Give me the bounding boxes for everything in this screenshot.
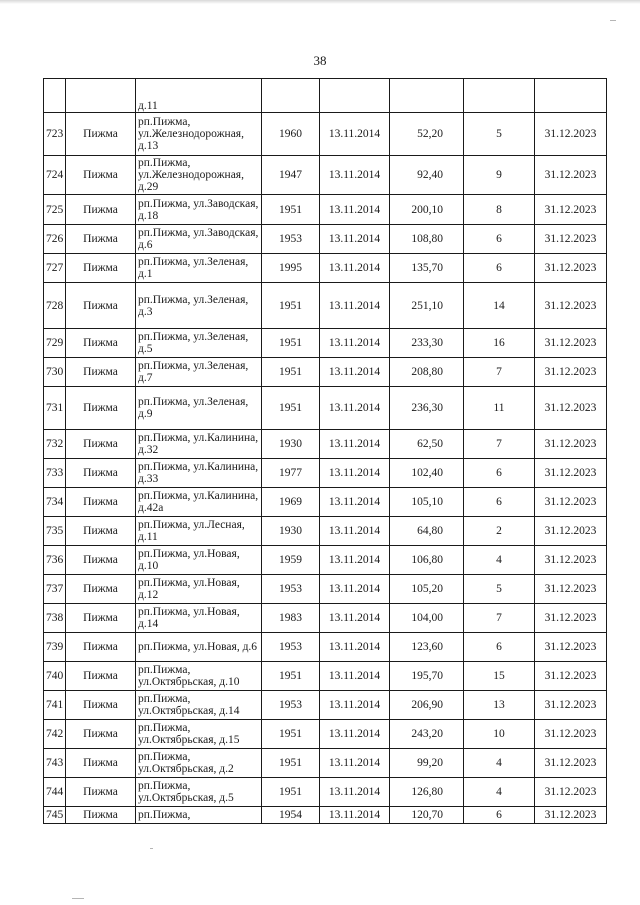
cell-date: 13.11.2014 bbox=[320, 720, 390, 749]
continuation-row bbox=[44, 79, 607, 113]
cell-address: д.11 bbox=[136, 79, 262, 113]
table-row bbox=[44, 459, 607, 488]
table-row bbox=[44, 113, 607, 156]
cell-count: 6 bbox=[464, 225, 535, 254]
cell-address: рп.Пижма, ул.Октябрьская, д.5 bbox=[136, 778, 262, 807]
table-row bbox=[44, 387, 607, 430]
cell-num: 734 bbox=[44, 488, 66, 517]
cell-year: 1951 bbox=[262, 195, 320, 225]
cell-area: 233,30 bbox=[390, 329, 464, 358]
cell-date: 13.11.2014 bbox=[320, 546, 390, 575]
cell-area: 243,20 bbox=[390, 720, 464, 749]
page-number: 38 bbox=[313, 53, 327, 68]
cell-deadline: 31.12.2023 bbox=[535, 720, 607, 749]
cell-deadline: 31.12.2023 bbox=[535, 430, 607, 459]
table-row bbox=[44, 807, 607, 824]
cell-area: 62,50 bbox=[390, 430, 464, 459]
cell-num: 745 bbox=[44, 807, 66, 824]
cell-address: рп.Пижма, ул.Новая, д.12 bbox=[136, 575, 262, 604]
scan-edge bbox=[0, 0, 640, 4]
cell-count: 5 bbox=[464, 113, 535, 156]
cell-year: 1960 bbox=[262, 113, 320, 156]
cell-year: 1951 bbox=[262, 662, 320, 691]
cell-count: 2 bbox=[464, 517, 535, 546]
cell-year: 1951 bbox=[262, 387, 320, 430]
cell-count: 8 bbox=[464, 195, 535, 225]
cell-num bbox=[44, 79, 66, 113]
cell-address: рп.Пижма, ул.Зеленая, д.1 bbox=[136, 254, 262, 283]
cell-area: 64,80 bbox=[390, 517, 464, 546]
cell-area: 126,80 bbox=[390, 778, 464, 807]
cell-area: 120,70 bbox=[390, 807, 464, 824]
cell-year: 1953 bbox=[262, 633, 320, 662]
cell-deadline: 31.12.2023 bbox=[535, 546, 607, 575]
cell-num: 731 bbox=[44, 387, 66, 430]
cell-address: рп.Пижма, ул.Заводская, д.6 bbox=[136, 225, 262, 254]
cell-address: рп.Пижма, ул.Новая, д.14 bbox=[136, 604, 262, 633]
cell-area: 135,70 bbox=[390, 254, 464, 283]
cell-num: 738 bbox=[44, 604, 66, 633]
cell-place bbox=[66, 79, 136, 113]
cell-num: 724 bbox=[44, 156, 66, 195]
cell-year: 1995 bbox=[262, 254, 320, 283]
cell-date: 13.11.2014 bbox=[320, 517, 390, 546]
cell-count: 7 bbox=[464, 604, 535, 633]
cell-deadline: 31.12.2023 bbox=[535, 195, 607, 225]
cell-year: 1954 bbox=[262, 807, 320, 824]
cell-address: рп.Пижма, ул.Октябрьская, д.14 bbox=[136, 691, 262, 720]
cell-year: 1930 bbox=[262, 517, 320, 546]
cell-deadline: 31.12.2023 bbox=[535, 749, 607, 778]
table-row bbox=[44, 225, 607, 254]
cell-address: рп.Пижма, ул.Новая, д.10 bbox=[136, 546, 262, 575]
cell-num: 741 bbox=[44, 691, 66, 720]
scan-speck bbox=[150, 848, 153, 849]
cell-date: 13.11.2014 bbox=[320, 778, 390, 807]
cell-num: 725 bbox=[44, 195, 66, 225]
cell-area: 105,10 bbox=[390, 488, 464, 517]
cell-area: 206,90 bbox=[390, 691, 464, 720]
cell-count: 4 bbox=[464, 778, 535, 807]
cell-place: Пижма bbox=[66, 546, 136, 575]
cell-address: рп.Пижма, ул.Калинина, д.33 bbox=[136, 459, 262, 488]
cell-count: 7 bbox=[464, 358, 535, 387]
cell-num: 733 bbox=[44, 459, 66, 488]
cell-date: 13.11.2014 bbox=[320, 430, 390, 459]
cell-date: 13.11.2014 bbox=[320, 488, 390, 517]
cell-count: 13 bbox=[464, 691, 535, 720]
table-row bbox=[44, 604, 607, 633]
cell-deadline: 31.12.2023 bbox=[535, 604, 607, 633]
cell-count: 6 bbox=[464, 254, 535, 283]
cell-num: 732 bbox=[44, 430, 66, 459]
cell-deadline: 31.12.2023 bbox=[535, 807, 607, 824]
table-row bbox=[44, 488, 607, 517]
cell-deadline: 31.12.2023 bbox=[535, 691, 607, 720]
cell-num: 737 bbox=[44, 575, 66, 604]
table-body bbox=[44, 79, 607, 824]
cell-year: 1953 bbox=[262, 575, 320, 604]
cell-area: 200,10 bbox=[390, 195, 464, 225]
cell-deadline: 31.12.2023 bbox=[535, 575, 607, 604]
cell-place: Пижма bbox=[66, 225, 136, 254]
cell-year: 1953 bbox=[262, 691, 320, 720]
cell-place: Пижма bbox=[66, 113, 136, 156]
cell-count: 16 bbox=[464, 329, 535, 358]
cell-deadline: 31.12.2023 bbox=[535, 156, 607, 195]
table-row bbox=[44, 195, 607, 225]
cell-place: Пижма bbox=[66, 720, 136, 749]
cell-num: 727 bbox=[44, 254, 66, 283]
cell-num: 730 bbox=[44, 358, 66, 387]
cell-date: 13.11.2014 bbox=[320, 156, 390, 195]
cell-year: 1953 bbox=[262, 225, 320, 254]
cell-place: Пижма bbox=[66, 459, 136, 488]
cell-deadline: 31.12.2023 bbox=[535, 517, 607, 546]
cell-area: 236,30 bbox=[390, 387, 464, 430]
table-row bbox=[44, 546, 607, 575]
cell-count: 9 bbox=[464, 156, 535, 195]
cell-address: рп.Пижма, ул.Железнодорожная, д.13 bbox=[136, 113, 262, 156]
table-row bbox=[44, 283, 607, 329]
cell-area: 99,20 bbox=[390, 749, 464, 778]
cell-date bbox=[320, 79, 390, 113]
cell-date: 13.11.2014 bbox=[320, 387, 390, 430]
cell-place: Пижма bbox=[66, 662, 136, 691]
cell-area bbox=[390, 79, 464, 113]
cell-year: 1951 bbox=[262, 749, 320, 778]
cell-deadline: 31.12.2023 bbox=[535, 387, 607, 430]
cell-num: 729 bbox=[44, 329, 66, 358]
cell-place: Пижма bbox=[66, 517, 136, 546]
cell-year bbox=[262, 79, 320, 113]
cell-area: 208,80 bbox=[390, 358, 464, 387]
cell-count: 5 bbox=[464, 575, 535, 604]
cell-deadline bbox=[535, 79, 607, 113]
cell-address: рп.Пижма, ул.Зеленая, д.7 bbox=[136, 358, 262, 387]
cell-place: Пижма bbox=[66, 387, 136, 430]
cell-date: 13.11.2014 bbox=[320, 195, 390, 225]
table-row bbox=[44, 358, 607, 387]
cell-date: 13.11.2014 bbox=[320, 633, 390, 662]
cell-num: 739 bbox=[44, 633, 66, 662]
cell-num: 744 bbox=[44, 778, 66, 807]
cell-count: 11 bbox=[464, 387, 535, 430]
cell-address: рп.Пижма, ул.Октябрьская, д.10 bbox=[136, 662, 262, 691]
cell-place: Пижма bbox=[66, 156, 136, 195]
table-row bbox=[44, 156, 607, 195]
cell-address: рп.Пижма, ул.Лесная, д.11 bbox=[136, 517, 262, 546]
cell-year: 1969 bbox=[262, 488, 320, 517]
cell-place: Пижма bbox=[66, 254, 136, 283]
cell-num: 742 bbox=[44, 720, 66, 749]
cell-deadline: 31.12.2023 bbox=[535, 662, 607, 691]
cell-date: 13.11.2014 bbox=[320, 575, 390, 604]
cell-address: рп.Пижма, ул.Зеленая, д.9 bbox=[136, 387, 262, 430]
cell-address: рп.Пижма, ул.Зеленая, д.3 bbox=[136, 283, 262, 329]
cell-area: 92,40 bbox=[390, 156, 464, 195]
cell-deadline: 31.12.2023 bbox=[535, 113, 607, 156]
cell-place: Пижма bbox=[66, 604, 136, 633]
cell-deadline: 31.12.2023 bbox=[535, 254, 607, 283]
cell-year: 1959 bbox=[262, 546, 320, 575]
cell-address: рп.Пижма, ул.Калинина, д.32 bbox=[136, 430, 262, 459]
cell-deadline: 31.12.2023 bbox=[535, 329, 607, 358]
cell-year: 1951 bbox=[262, 283, 320, 329]
cell-deadline: 31.12.2023 bbox=[535, 778, 607, 807]
table-row bbox=[44, 662, 607, 691]
cell-date: 13.11.2014 bbox=[320, 691, 390, 720]
cell-area: 123,60 bbox=[390, 633, 464, 662]
cell-area: 102,40 bbox=[390, 459, 464, 488]
cell-year: 1983 bbox=[262, 604, 320, 633]
cell-area: 108,80 bbox=[390, 225, 464, 254]
cell-num: 723 bbox=[44, 113, 66, 156]
cell-date: 13.11.2014 bbox=[320, 254, 390, 283]
cell-area: 104,00 bbox=[390, 604, 464, 633]
scan-speck bbox=[610, 20, 616, 21]
cell-deadline: 31.12.2023 bbox=[535, 225, 607, 254]
cell-place: Пижма bbox=[66, 633, 136, 662]
cell-deadline: 31.12.2023 bbox=[535, 358, 607, 387]
table-row bbox=[44, 778, 607, 807]
cell-place: Пижма bbox=[66, 778, 136, 807]
cell-count: 15 bbox=[464, 662, 535, 691]
cell-place: Пижма bbox=[66, 195, 136, 225]
cell-area: 251,10 bbox=[390, 283, 464, 329]
cell-year: 1977 bbox=[262, 459, 320, 488]
cell-deadline: 31.12.2023 bbox=[535, 459, 607, 488]
cell-place: Пижма bbox=[66, 430, 136, 459]
cell-area: 105,20 bbox=[390, 575, 464, 604]
cell-area: 52,20 bbox=[390, 113, 464, 156]
cell-address: рп.Пижма, ул.Октябрьская, д.15 bbox=[136, 720, 262, 749]
cell-place: Пижма bbox=[66, 329, 136, 358]
cell-num: 726 bbox=[44, 225, 66, 254]
cell-place: Пижма bbox=[66, 807, 136, 824]
cell-date: 13.11.2014 bbox=[320, 225, 390, 254]
cell-place: Пижма bbox=[66, 488, 136, 517]
scan-speck bbox=[72, 898, 84, 899]
table-row bbox=[44, 517, 607, 546]
cell-address: рп.Пижма, ул.Новая, д.6 bbox=[136, 633, 262, 662]
table-row bbox=[44, 575, 607, 604]
cell-num: 743 bbox=[44, 749, 66, 778]
cell-date: 13.11.2014 bbox=[320, 604, 390, 633]
cell-address: рп.Пижма, ул.Железнодорожная, д.29 bbox=[136, 156, 262, 195]
cell-address: рп.Пижма, ул.Октябрьская, д.2 bbox=[136, 749, 262, 778]
cell-address: рп.Пижма, ул.Зеленая, д.5 bbox=[136, 329, 262, 358]
cell-area: 195,70 bbox=[390, 662, 464, 691]
cell-place: Пижма bbox=[66, 575, 136, 604]
cell-year: 1951 bbox=[262, 720, 320, 749]
table-row bbox=[44, 329, 607, 358]
cell-year: 1930 bbox=[262, 430, 320, 459]
cell-count: 10 bbox=[464, 720, 535, 749]
table-row bbox=[44, 720, 607, 749]
cell-count: 7 bbox=[464, 430, 535, 459]
cell-address: рп.Пижма, bbox=[136, 807, 262, 824]
cell-date: 13.11.2014 bbox=[320, 662, 390, 691]
cell-date: 13.11.2014 bbox=[320, 329, 390, 358]
cell-address: рп.Пижма, ул.Калинина, д.42а bbox=[136, 488, 262, 517]
cell-date: 13.11.2014 bbox=[320, 749, 390, 778]
table-row bbox=[44, 254, 607, 283]
table-row bbox=[44, 633, 607, 662]
cell-place: Пижма bbox=[66, 691, 136, 720]
cell-year: 1951 bbox=[262, 358, 320, 387]
cell-year: 1947 bbox=[262, 156, 320, 195]
cell-count: 4 bbox=[464, 546, 535, 575]
cell-count: 6 bbox=[464, 633, 535, 662]
cell-num: 735 bbox=[44, 517, 66, 546]
cell-count: 14 bbox=[464, 283, 535, 329]
cell-year: 1951 bbox=[262, 329, 320, 358]
table-row bbox=[44, 430, 607, 459]
cell-area: 106,80 bbox=[390, 546, 464, 575]
cell-count: 6 bbox=[464, 459, 535, 488]
cell-place: Пижма bbox=[66, 283, 136, 329]
cell-num: 736 bbox=[44, 546, 66, 575]
cell-num: 740 bbox=[44, 662, 66, 691]
table-row bbox=[44, 691, 607, 720]
cell-deadline: 31.12.2023 bbox=[535, 283, 607, 329]
cell-count: 6 bbox=[464, 807, 535, 824]
cell-count: 4 bbox=[464, 749, 535, 778]
cell-date: 13.11.2014 bbox=[320, 283, 390, 329]
cell-count bbox=[464, 79, 535, 113]
cell-num: 728 bbox=[44, 283, 66, 329]
cell-deadline: 31.12.2023 bbox=[535, 488, 607, 517]
cell-year: 1951 bbox=[262, 778, 320, 807]
registry-table bbox=[43, 78, 607, 824]
cell-address: рп.Пижма, ул.Заводская, д.18 bbox=[136, 195, 262, 225]
cell-date: 13.11.2014 bbox=[320, 113, 390, 156]
cell-deadline: 31.12.2023 bbox=[535, 633, 607, 662]
table-row bbox=[44, 749, 607, 778]
cell-place: Пижма bbox=[66, 749, 136, 778]
cell-date: 13.11.2014 bbox=[320, 358, 390, 387]
cell-date: 13.11.2014 bbox=[320, 807, 390, 824]
cell-place: Пижма bbox=[66, 358, 136, 387]
cell-date: 13.11.2014 bbox=[320, 459, 390, 488]
cell-count: 6 bbox=[464, 488, 535, 517]
